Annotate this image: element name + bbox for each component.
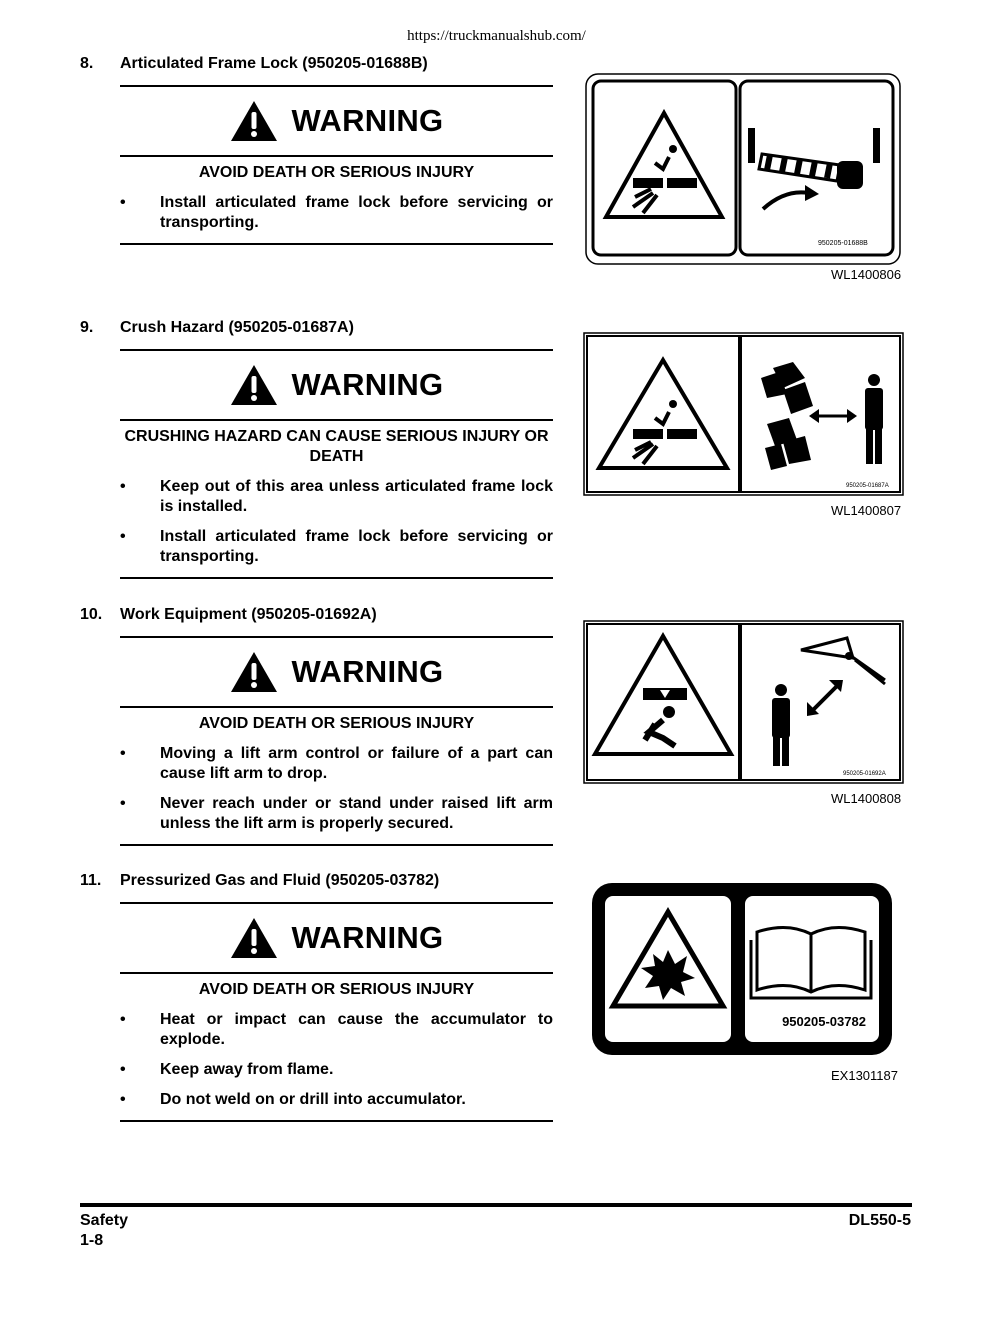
warning-triangle-icon bbox=[230, 364, 278, 406]
warning-header bbox=[120, 87, 553, 155]
section-number: 8. bbox=[80, 55, 94, 72]
decal-code: 950205-01692A bbox=[843, 771, 886, 777]
bullet-item: • Keep away from flame. bbox=[120, 1061, 334, 1078]
hazard-statement: AVOID DEATH OR SERIOUS INJURY bbox=[198, 981, 475, 998]
decal-crush-hazard bbox=[583, 332, 904, 496]
section-number: 11. bbox=[80, 872, 102, 889]
footer-section: Safety bbox=[80, 1212, 129, 1229]
hazard-statement: CRUSHING HAZARD CAN CAUSE SERIOUS INJURY OR DEATH bbox=[124, 428, 549, 465]
bullet-item: • Keep out of this area unless articulated frame lock is installed. bbox=[120, 478, 553, 515]
warning-word: WARNING bbox=[291, 920, 444, 955]
warning-triangle-icon bbox=[230, 917, 278, 959]
bullet-list bbox=[120, 477, 553, 567]
section-title-text: Pressurized Gas and Fluid (950205-03782) bbox=[120, 872, 440, 889]
hazard-statement: AVOID DEATH OR SERIOUS INJURY bbox=[198, 164, 475, 181]
bullet-item: • Install articulated frame lock before servicing or transporting. bbox=[120, 528, 553, 565]
hazard-statement: AVOID DEATH OR SERIOUS INJURY bbox=[198, 715, 475, 732]
bullet-list bbox=[120, 193, 553, 233]
decal-frame-lock bbox=[585, 73, 901, 265]
warning-box bbox=[120, 636, 553, 846]
decal-code: 950205-01688B bbox=[818, 240, 868, 247]
warning-box bbox=[120, 349, 553, 579]
figure-id: EX1301187 bbox=[831, 1068, 898, 1083]
bullet-item: • Never reach under or stand under raised lift arm unless the lift arm is properly secured. bbox=[120, 795, 553, 832]
section-title-text: Articulated Frame Lock (950205-01688B) bbox=[120, 55, 428, 72]
bullet-item: • Do not weld on or drill into accumulator. bbox=[120, 1091, 466, 1108]
section-title bbox=[80, 55, 428, 73]
decal-work-equipment bbox=[583, 620, 904, 784]
section-number: 9. bbox=[80, 319, 94, 336]
decal-code: 950205-03782 bbox=[782, 1014, 866, 1029]
section-title-text: Work Equipment (950205-01692A) bbox=[120, 606, 377, 623]
bullet-list bbox=[120, 744, 553, 834]
warning-triangle-icon bbox=[230, 651, 278, 693]
warning-box bbox=[120, 85, 553, 245]
decal-pressurized-gas bbox=[591, 882, 893, 1056]
section-title bbox=[80, 606, 377, 624]
bullet-list bbox=[120, 1010, 553, 1110]
section-title bbox=[80, 872, 439, 890]
warning-word: WARNING bbox=[291, 103, 444, 138]
warning-box bbox=[120, 902, 553, 1122]
figure-id: WL1400807 bbox=[831, 503, 902, 518]
footer-model: DL550-5 bbox=[848, 1212, 911, 1229]
section-number: 10. bbox=[80, 606, 103, 623]
warning-header bbox=[120, 904, 553, 972]
header-url[interactable]: https://truckmanualshub.com/ bbox=[407, 28, 586, 44]
figure-id: WL1400806 bbox=[831, 267, 902, 282]
warning-header bbox=[120, 351, 553, 419]
bullet-item: • Moving a lift arm control or failure of a part can cause lift arm to drop. bbox=[120, 745, 553, 782]
warning-header bbox=[120, 638, 553, 706]
figure-id: WL1400808 bbox=[831, 791, 902, 806]
section-title bbox=[80, 319, 354, 337]
section-title-text: Crush Hazard (950205-01687A) bbox=[120, 319, 354, 336]
bullet-item: • Install articulated frame lock before servicing or transporting. bbox=[120, 194, 553, 231]
warning-word: WARNING bbox=[291, 367, 444, 402]
decal-code: 950205-01687A bbox=[846, 483, 889, 489]
footer-page-number: 1-8 bbox=[80, 1232, 104, 1249]
warning-word: WARNING bbox=[291, 654, 444, 689]
footer-rule bbox=[80, 1203, 912, 1207]
bullet-item: • Heat or impact can cause the accumulator to explode. bbox=[120, 1011, 553, 1048]
warning-triangle-icon bbox=[230, 100, 278, 142]
